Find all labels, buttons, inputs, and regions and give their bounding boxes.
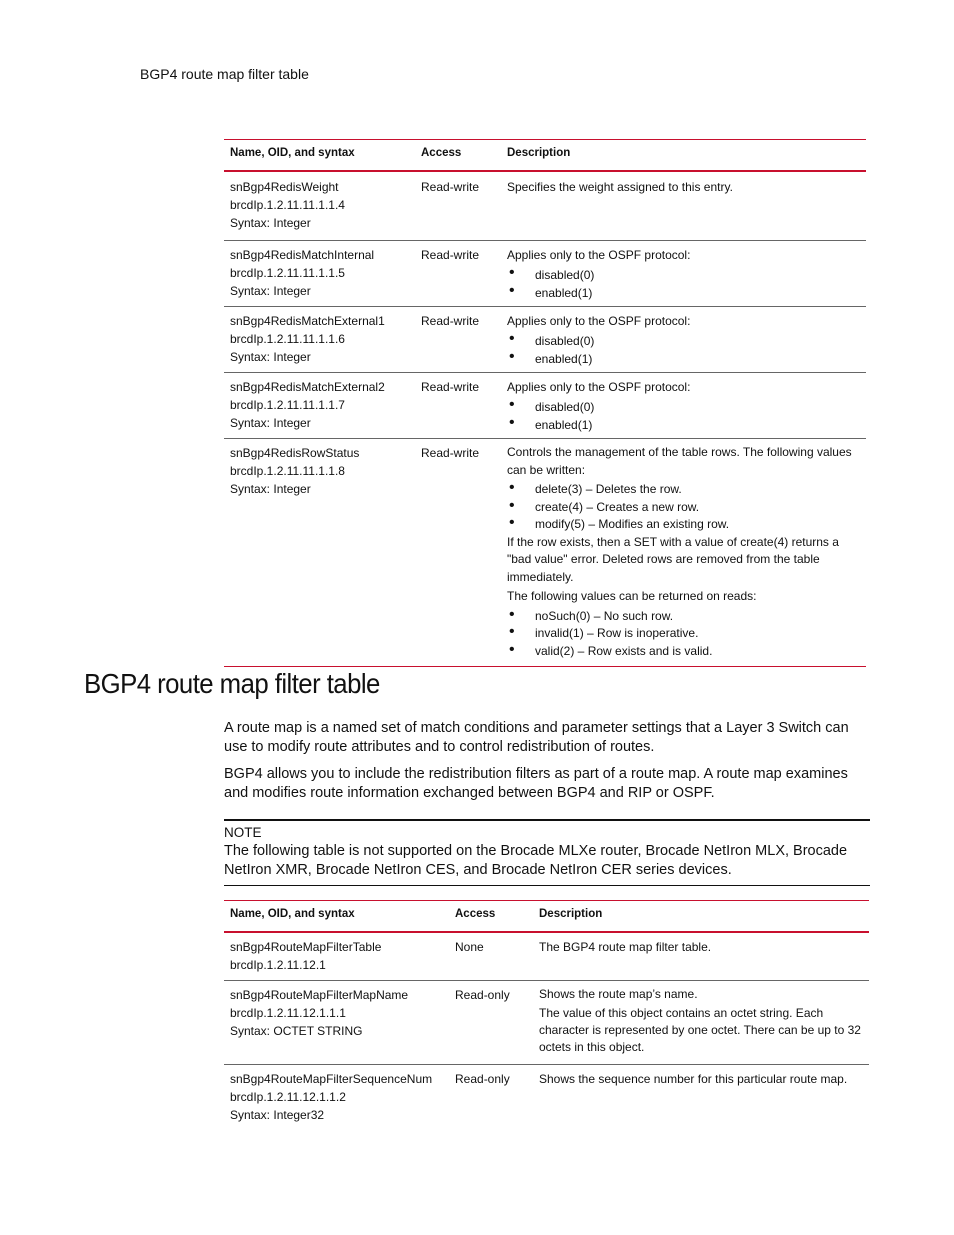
description-text: Applies only to the OSPF protocol:	[507, 248, 691, 262]
bullet-list	[507, 266, 860, 302]
object-oid: brcdIp.1.2.11.12.1.1.1	[230, 1006, 346, 1020]
intro-paragraph: BGP4 allows you to include the redistribution filters as part of a route map. A route map examines and modifies route information exchanged between BGP4 and RIP or OSPF.	[224, 766, 848, 801]
description-text: Shows the route map’s name.	[539, 987, 698, 1001]
table-row	[224, 171, 866, 241]
note-label: NOTE	[224, 825, 262, 840]
list-item: • create(4) – Creates a new row.	[507, 499, 860, 517]
object-syntax: Syntax: Integer	[230, 284, 311, 298]
note-box	[224, 819, 870, 886]
table-row	[224, 439, 866, 667]
column-header-description: Description	[507, 147, 571, 159]
description-text: The following values can be returned on reads:	[507, 589, 757, 603]
access-value: Read-only	[455, 1072, 510, 1086]
object-oid: brcdIp.1.2.11.11.1.1.7	[230, 398, 345, 412]
table-row	[224, 307, 866, 373]
access-value: Read-write	[421, 446, 480, 460]
table-header-row	[224, 140, 866, 172]
list-item: • modify(5) – Modifies an existing row.	[507, 516, 860, 534]
list-item: • disabled(0)	[507, 266, 860, 284]
description-text: If the row exists, then a SET with a value of create(4) returns a "bad value" error. Deleted rows are removed from the table immediately.	[507, 534, 839, 584]
object-syntax: Syntax: Integer	[230, 482, 311, 496]
object-name: snBgp4RedisMatchInternal	[230, 248, 375, 262]
access-value: Read-write	[421, 380, 480, 394]
object-name: snBgp4RouteMapFilterTable	[230, 940, 382, 954]
bullet-list	[507, 398, 860, 434]
object-syntax: Syntax: Integer	[230, 416, 311, 430]
table-row	[224, 373, 866, 439]
object-name: snBgp4RouteMapFilterSequenceNum	[230, 1072, 433, 1086]
access-value: Read-only	[455, 988, 510, 1002]
object-name: snBgp4RedisMatchExternal2	[230, 380, 385, 394]
object-syntax: Syntax: Integer	[230, 350, 311, 364]
object-name: snBgp4RouteMapFilterMapName	[230, 988, 409, 1002]
object-oid: brcdIp.1.2.11.12.1	[230, 958, 326, 972]
intro-paragraph: A route map is a named set of match conditions and parameter settings that a Layer 3 Switch can use to modify route attributes and to control redistribution of routes.	[224, 720, 849, 755]
object-oid: brcdIp.1.2.11.11.1.1.8	[230, 464, 345, 478]
object-name: snBgp4RedisWeight	[230, 180, 339, 194]
access-value: None	[455, 940, 484, 954]
object-syntax: Syntax: Integer32	[230, 1108, 325, 1122]
list-item: • invalid(1) – Row is inoperative.	[507, 625, 860, 643]
object-oid: brcdIp.1.2.11.11.1.1.5	[230, 266, 345, 280]
table-header-row	[224, 901, 869, 933]
access-value: Read-write	[421, 248, 480, 262]
access-value: Read-write	[421, 314, 480, 328]
description-text: Applies only to the OSPF protocol:	[507, 314, 691, 328]
list-item: • enabled(1)	[507, 416, 860, 434]
object-name: snBgp4RedisMatchExternal1	[230, 314, 385, 328]
running-header-title: BGP4 route map filter table	[140, 66, 309, 82]
column-header-name: Name, OID, and syntax	[230, 147, 355, 159]
redistribution-table	[224, 139, 866, 667]
list-item: • noSuch(0) – No such row.	[507, 608, 860, 626]
column-header-access: Access	[455, 908, 496, 920]
object-name: snBgp4RedisRowStatus	[230, 446, 360, 460]
description-text: The BGP4 route map filter table.	[539, 940, 712, 954]
access-value: Read-write	[421, 180, 480, 194]
list-item: • disabled(0)	[507, 332, 860, 350]
list-item: • valid(2) – Row exists and is valid.	[507, 643, 860, 661]
table-row	[224, 981, 869, 1065]
column-header-description: Description	[539, 908, 603, 920]
list-item: • enabled(1)	[507, 284, 860, 302]
section-heading: BGP4 route map filter table	[84, 668, 380, 699]
description-text: The value of this object contains an octet string. Each character is represented by one octet. There can be up to 32 octets in this object.	[539, 1006, 861, 1054]
object-oid: brcdIp.1.2.11.11.1.1.6	[230, 332, 345, 346]
description-text: Applies only to the OSPF protocol:	[507, 380, 691, 394]
bullet-list	[507, 332, 860, 368]
column-header-access: Access	[421, 147, 462, 159]
description-text: Controls the management of the table rows. The following values can be written:	[507, 445, 852, 477]
route-map-filter-table	[224, 900, 869, 1127]
column-header-name: Name, OID, and syntax	[230, 908, 355, 920]
object-oid: brcdIp.1.2.11.11.1.1.4	[230, 198, 345, 212]
note-text: The following table is not supported on the Brocade MLXe router, Brocade NetIron MLX, Brocade NetIron XMR, Brocade NetIron CES, and Brocade NetIron CER series devices.	[224, 843, 848, 878]
object-oid: brcdIp.1.2.11.12.1.1.2	[230, 1090, 346, 1104]
bullet-list	[507, 481, 860, 534]
object-syntax: Syntax: Integer	[230, 216, 311, 230]
list-item: • enabled(1)	[507, 350, 860, 368]
table-row	[224, 932, 869, 981]
table-row	[224, 1065, 869, 1128]
list-item: • delete(3) – Deletes the row.	[507, 481, 860, 499]
description-text: Specifies the weight assigned to this entry.	[507, 180, 733, 194]
bullet-list	[507, 608, 860, 661]
description-text: Shows the sequence number for this particular route map.	[539, 1072, 848, 1086]
table-row	[224, 241, 866, 307]
list-item: • disabled(0)	[507, 398, 860, 416]
object-syntax: Syntax: OCTET STRING	[230, 1024, 363, 1038]
